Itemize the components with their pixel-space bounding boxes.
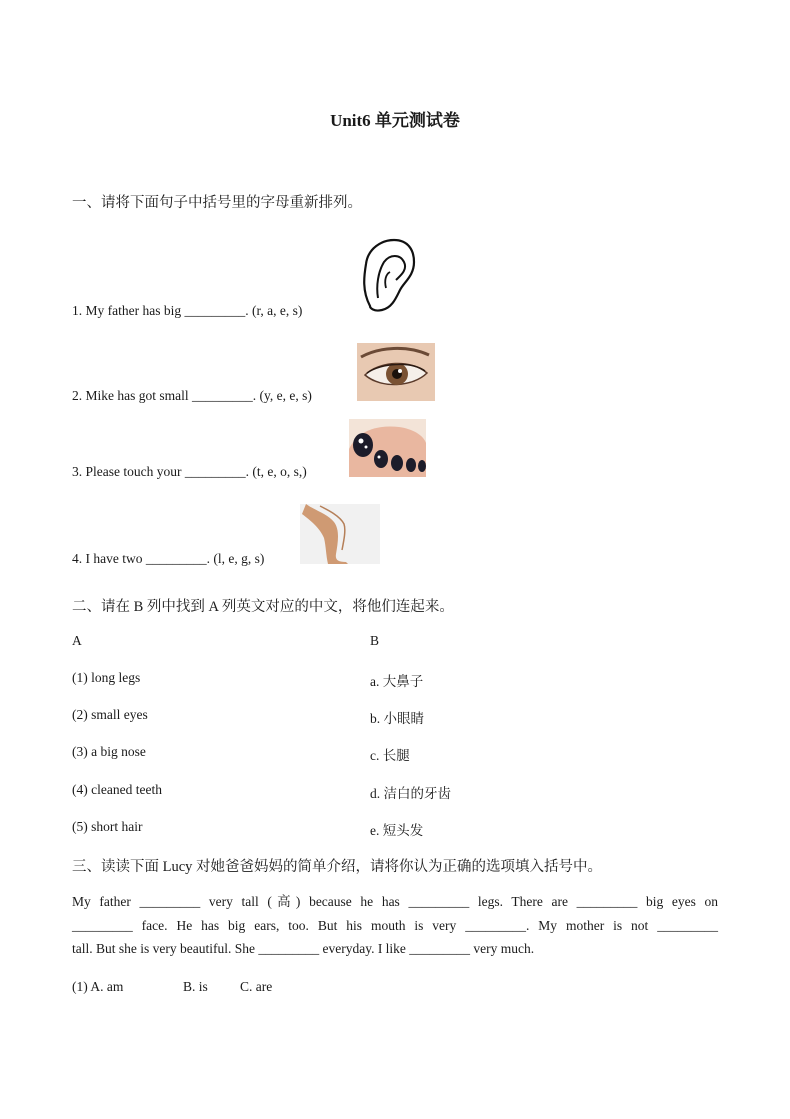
eye-picture [357,343,435,401]
column-b-item: a. 大鼻子 [370,674,424,689]
option-c: C. are [240,979,273,994]
passage-line: tall. But she is very beautiful. She _________ everyday. I like _________ very much. [72,941,535,956]
column-a-item: (1) long legs [72,670,141,685]
column-a-item: (2) small eyes [72,707,148,722]
passage-line: _________ face. He has big ears, too. But his mouth is very _________. My mother is not _________ [72,917,718,933]
page-title: Unit6 单元测试卷 [330,111,460,130]
ear-picture [356,236,426,316]
option-a: (1) A. am [72,979,124,994]
question-3: 3. Please touch your _________. (t, e, o, s,) [72,464,307,479]
question-4: 4. I have two _________. (l, e, g, s) [72,551,265,566]
question-2: 2. Mike has got small _________. (y, e, e, s) [72,388,312,403]
passage [72,890,718,961]
column-a-header: A [72,633,82,648]
column-b-header: B [370,633,380,648]
section3-heading: 三、读读下面 Lucy 对她爸爸妈妈的简单介绍，请将你认为正确的选项填入括号中。 [72,859,603,875]
toes-picture [349,419,426,477]
column-a-item: (3) a big nose [72,744,146,759]
question-1: 1. My father has big _________. (r, a, e, s) [72,303,303,318]
section1-heading: 一、请将下面句子中括号里的字母重新排列。 [72,195,362,211]
leg-picture [300,504,380,564]
section2-heading: 二、请在 B 列中找到 A 列英文对应的中文，将他们连起来。 [72,599,454,615]
column-b-item: d. 洁白的牙齿 [370,786,451,801]
option-b: B. is [183,979,208,994]
passage-line: My father _________ very tall (高) because he has _________ legs. There are _________ big eyes on [72,894,718,909]
column-a-item: (5) short hair [72,819,143,834]
column-b-item: e. 短头发 [370,823,424,838]
column-b-item: c. 长腿 [370,748,410,763]
column-a-item: (4) cleaned teeth [72,782,162,797]
column-b-item: b. 小眼睛 [370,711,424,726]
